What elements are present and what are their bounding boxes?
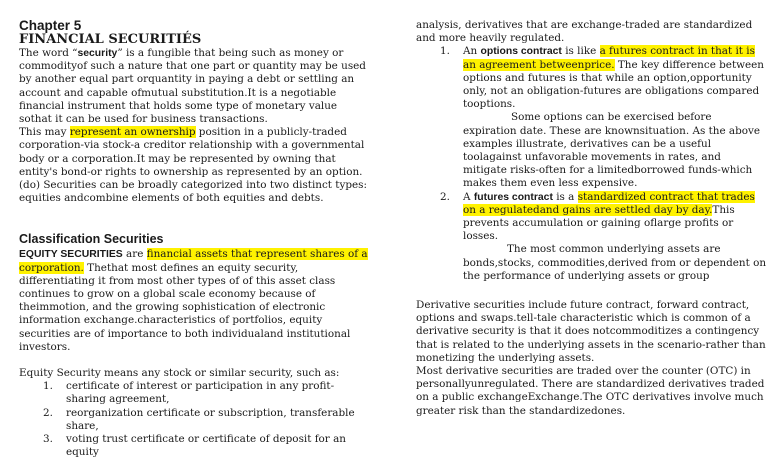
text-run: Thethat most defines an equity security, differentiating it from most other types of of this asset class continues to grow on a global scale economy because of theimmotion, and the growing sophistication of electronic information exchange.characteristics of portfolios, equity securities are of importance to both individualand institutional investors. bbox=[19, 261, 351, 353]
bold-term-security: security bbox=[77, 48, 118, 59]
list-number: 2. bbox=[43, 406, 53, 419]
derivatives-intro-paragraph: analysis, derivatives that are exchange-traded are standardized and more heavily regulated. bbox=[416, 19, 753, 45]
text-run: is like bbox=[561, 45, 600, 58]
text-run: The key difference between options and futures is that while an option,opportunity only, not an obligation-futures are obligations compared tooptions. bbox=[463, 58, 765, 111]
list-number: 1. bbox=[43, 380, 53, 393]
bold-term-futures-contract: futures contract bbox=[473, 191, 553, 203]
text-run: is a bbox=[552, 190, 578, 203]
list-item bbox=[19, 380, 371, 406]
list-number: 2. bbox=[440, 190, 450, 203]
derivatives-list bbox=[416, 45, 768, 283]
list-item-options-contract bbox=[416, 45, 768, 190]
text-run: This prevents accumulation or gaining oflarge profits or losses. bbox=[463, 203, 735, 243]
underlying-assets-text: The most common underlying assets are bonds,stocks, commodities,derived from or dependent on the performance of underlying assets or group bbox=[463, 243, 767, 282]
options-contract-text bbox=[463, 45, 768, 111]
text-run: An bbox=[463, 45, 481, 58]
list-item bbox=[19, 433, 371, 459]
bold-term-options-contract: options contract bbox=[480, 46, 562, 58]
highlight-equity-definition: financial assets that represent shares of a corporation. bbox=[19, 248, 368, 274]
text-run: ” is a fungible that being such as money or commodityof such a nature that one part or quantity may be used by another equal part orquantity in paying a debt or settling an account and capable ofmutual substitution.It is a negotiable financial instrument that holds some type of monetary value sothat it can be used for business transactions. bbox=[19, 47, 366, 126]
security-definition-paragraph bbox=[19, 47, 371, 126]
ownership-paragraph bbox=[19, 126, 371, 205]
text-run: position in a publicly-traded corporation-via stock-a creditor relationship with a governmental body or a corporation.It may be represented by owning that entity's bond-or rights to ownership as represented by an option.(do) Securities can be broadly categorized into two distinct types: equities andcombine elements of both equities and debts. bbox=[19, 126, 367, 205]
equity-security-list bbox=[19, 380, 371, 459]
equity-securities-paragraph bbox=[19, 248, 371, 354]
highlight-options-definition: a futures contract in that it is an agreement betweenprice. bbox=[463, 45, 755, 71]
classification-heading: Classification Securities bbox=[19, 232, 164, 247]
text-run: are bbox=[122, 248, 147, 261]
futures-contract-text bbox=[463, 191, 768, 244]
chapter-label: Chapter 5 bbox=[19, 18, 82, 33]
list-item-text: voting trust certificate or certificate of deposit for an equity bbox=[66, 433, 346, 459]
chapter-title: FINANCIAL SECURITIÉS bbox=[19, 32, 202, 47]
otc-paragraph: Most derivative securities are traded over the counter (OTC) in personallyunregulated. There are standardized derivatives traded on a public exchangeExchange.The OTC derivatives involve much greater risk than the standardizedones. bbox=[416, 365, 765, 417]
text-run: The word “ bbox=[19, 47, 78, 59]
text-run: A bbox=[463, 190, 474, 203]
highlight-ownership: represent an ownership bbox=[69, 126, 196, 139]
list-number: 1. bbox=[440, 45, 450, 58]
bold-term-equity: EQUITY SECURITIES bbox=[19, 249, 123, 261]
options-exercise-text: Some options can be exercised before expiration date. These are knownsituation. As the above examples illustrate, derivatives can be a useful toolagainst unfavorable movements in rates, and mitigate risks-often for a limitedborrowed funds-which makes them even less expensive. bbox=[463, 111, 761, 190]
left-column bbox=[19, 0, 371, 459]
list-item-text: certificate of interest or participation in any profit-sharing agreement, bbox=[66, 380, 335, 406]
right-column bbox=[416, 19, 768, 418]
highlight-futures-definition: standardized contract that trades on a regulatedand gains are settled day by day. bbox=[463, 190, 755, 216]
list-item bbox=[19, 407, 371, 433]
equity-security-means-paragraph: Equity Security means any stock or similar security, such as: bbox=[19, 367, 340, 380]
spacer bbox=[19, 354, 371, 367]
spacer bbox=[416, 283, 768, 299]
list-number: 3. bbox=[43, 433, 53, 446]
derivative-securities-paragraph: Derivative securities include future contract, forward contract, options and swaps.tell-tale characteristic which is common of a derivative security is that it does notcommoditizes a contingency that is related to the underlying assets in the scenario-rather than monetizing the underlying assets. bbox=[416, 299, 766, 364]
text-run: This may bbox=[19, 126, 70, 139]
list-item-text: reorganization certificate or subscription, transferable share, bbox=[66, 406, 355, 432]
list-item-futures-contract bbox=[416, 191, 768, 283]
